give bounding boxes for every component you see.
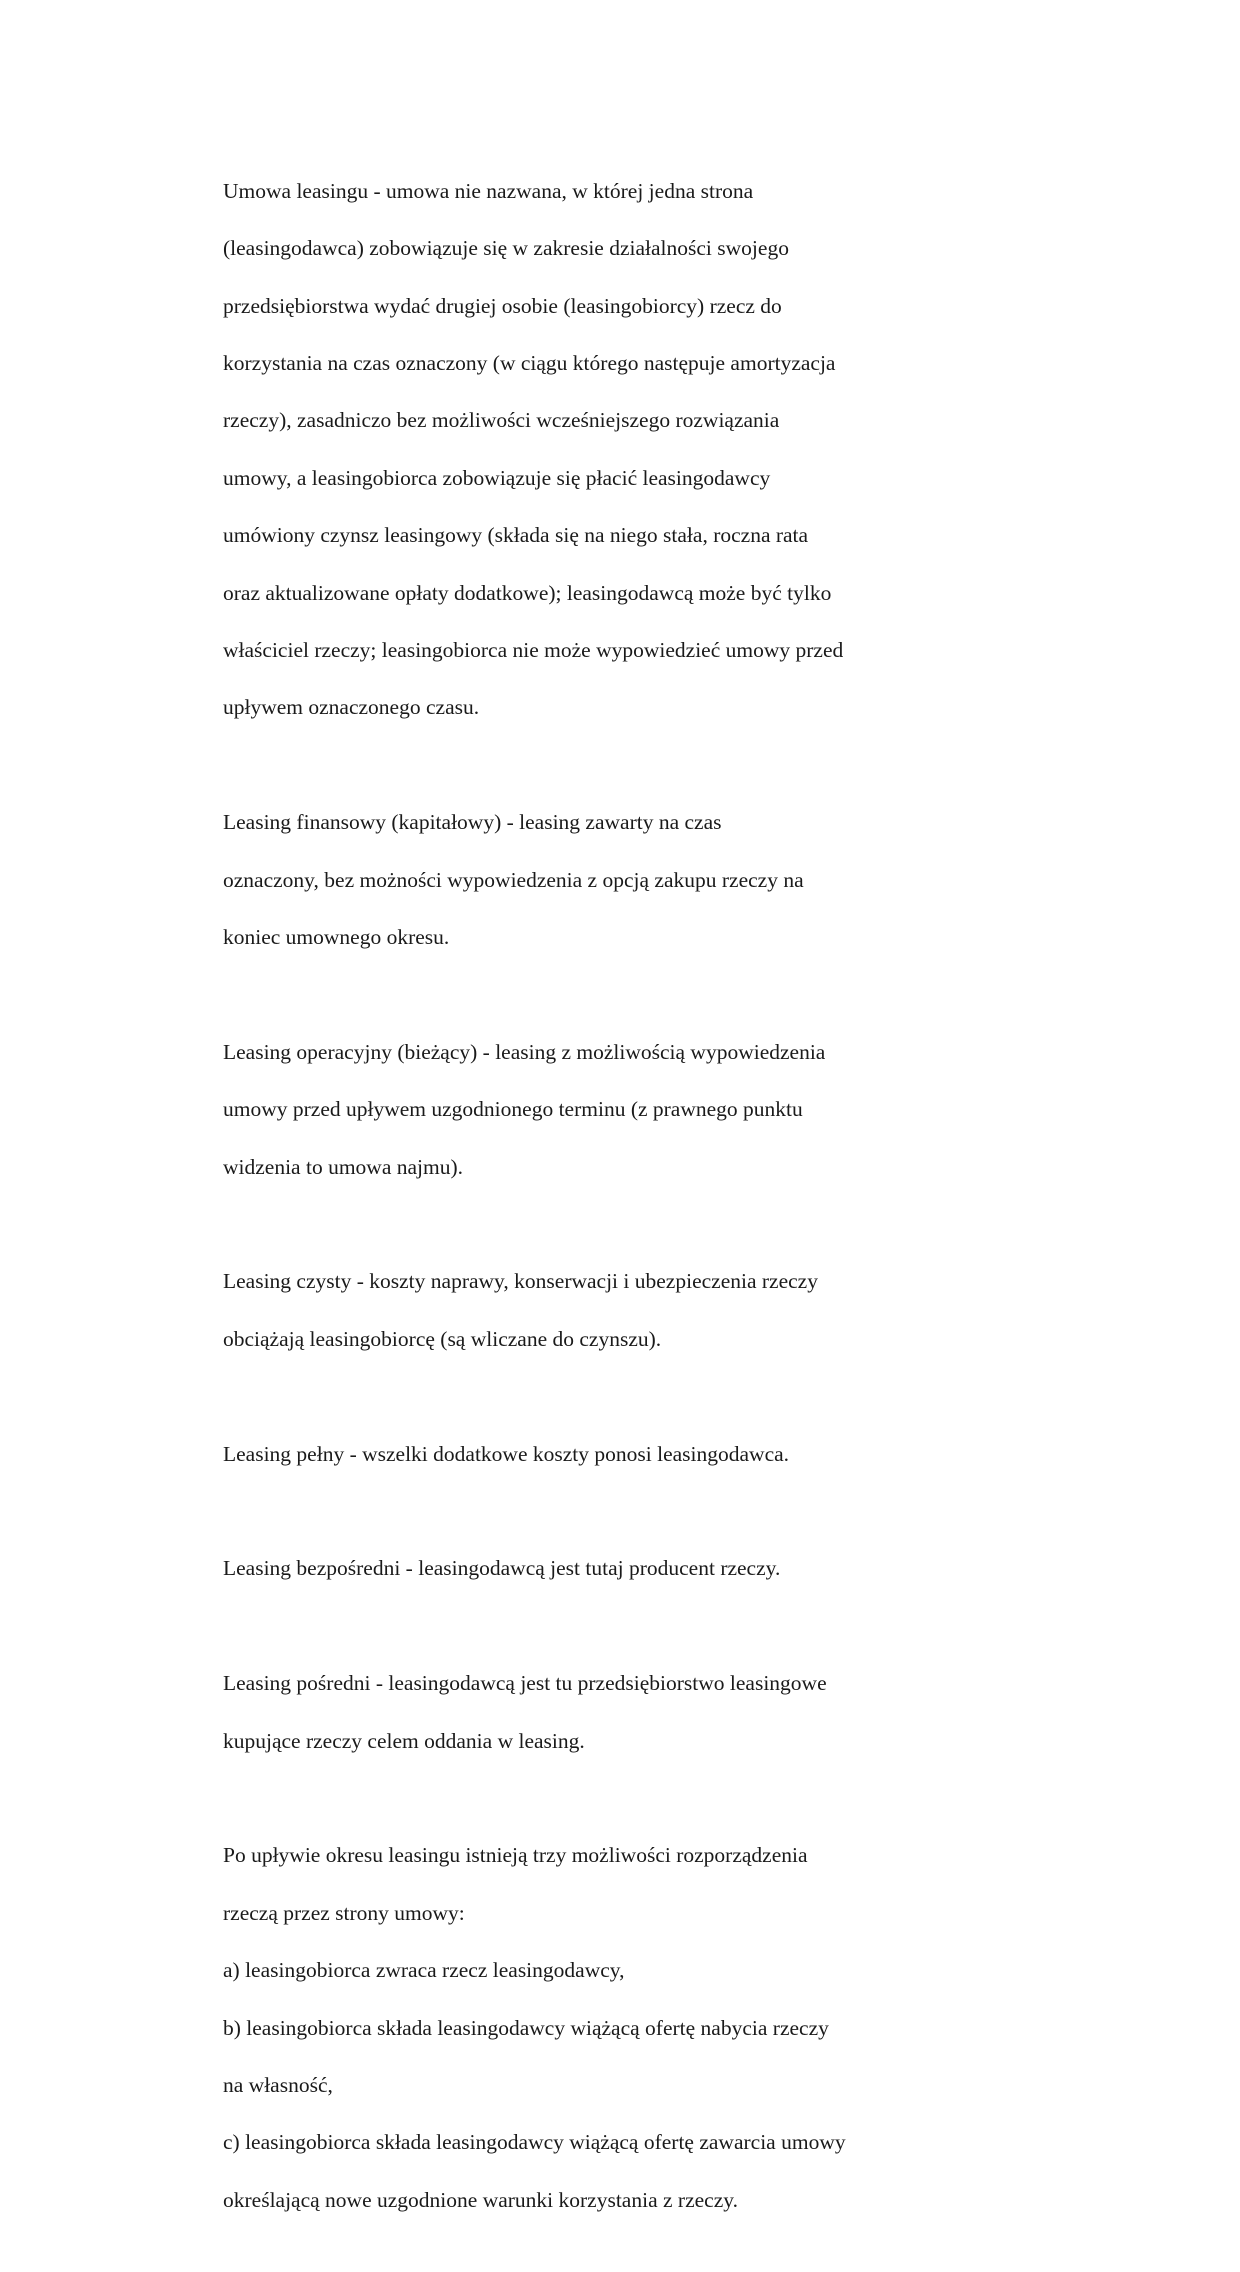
text-line: widzenia to umowa najmu). [223,1154,464,1179]
paragraph-leasing-finansowy [223,779,963,980]
text-line: przedsiębiorstwa wydać drugiej osobie (leasingobiorcy) rzecz do [223,293,782,318]
text-line: Po upływie okresu leasingu istnieją trzy możliwości rozporządzenia [223,1843,808,1868]
text-line: określającą nowe uzgodnione warunki korzystania z rzeczy. [223,2187,738,2212]
paragraph-leasing-czysty [223,1239,963,1383]
text-line: rzeczy), zasadniczo bez możliwości wcześniejszego rozwiązania [223,408,780,433]
text-line: Leasing bezpośredni - leasingodawcą jest tutaj producent rzeczy. [223,1556,781,1581]
text-line: Leasing pośredni - leasingodawcą jest tu przedsiębiorstwo leasingowe [223,1671,827,1696]
list-item: c) leasingobiorca składa leasingodawcy wiążącą ofertę zawarcia umowy [223,2130,846,2155]
text-line: umowy, a leasingobiorca zobowiązuje się płacić leasingodawcy [223,465,771,490]
list-item: b) leasingobiorca składa leasingodawcy wiążącą ofertę nabycia rzeczy [223,2015,829,2040]
text-line: Leasing pełny - wszelki dodatkowe koszty ponosi leasingodawca. [223,1441,790,1466]
text-line: na własność, [223,2073,333,2097]
text-line: Umowa leasingu - umowa nie nazwana, w której jedna strona [223,178,754,203]
text-line: umowy przed upływem uzgodnionego terminu (z prawnego punktu [223,1097,803,1122]
text-line: Leasing operacyjny (bieżący) - leasing z możliwością wypowiedzenia [223,1039,826,1064]
text-line: koniec umownego okresu. [223,924,450,949]
paragraph-leasing-posredni [223,1640,963,1784]
text-line: obciążają leasingobiorcę (są wliczane do czynszu). [223,1326,662,1351]
list-item: a) leasingobiorca zwraca rzecz leasingodawcy, [223,1958,625,1983]
paragraph-umowa-leasingu [223,148,963,751]
text-line: umówiony czynsz leasingowy (składa się na niego stała, roczna rata [223,523,809,548]
paragraph-leasing-pelny [223,1411,963,1497]
text-line: rzeczą przez strony umowy: [223,1900,465,1925]
paragraph-leasing-bezposredni [223,1526,963,1612]
paragraph-leasing-operacyjny [223,1009,963,1210]
document-body [223,148,963,2272]
text-line: Leasing finansowy (kapitałowy) - leasing zawarty na czas [223,810,722,835]
text-line: korzystania na czas oznaczony (w ciągu którego następuje amortyzacja [223,350,836,375]
text-line: Leasing czysty - koszty naprawy, konserwacji i ubezpieczenia rzeczy [223,1269,818,1294]
paragraph-po-uplywie-okresu [223,1813,963,2244]
text-line: upływem oznaczonego czasu. [223,695,480,720]
text-line: kupujące rzeczy celem oddania w leasing. [223,1728,585,1753]
text-line: oraz aktualizowane opłaty dodatkowe); leasingodawcą może być tylko [223,580,832,605]
text-line: oznaczony, bez możności wypowiedzenia z opcją zakupu rzeczy na [223,867,804,892]
text-line: (leasingodawca) zobowiązuje się w zakresie działalności swojego [223,236,789,261]
text-line: właściciel rzeczy; leasingobiorca nie może wypowiedzieć umowy przed [223,637,844,662]
